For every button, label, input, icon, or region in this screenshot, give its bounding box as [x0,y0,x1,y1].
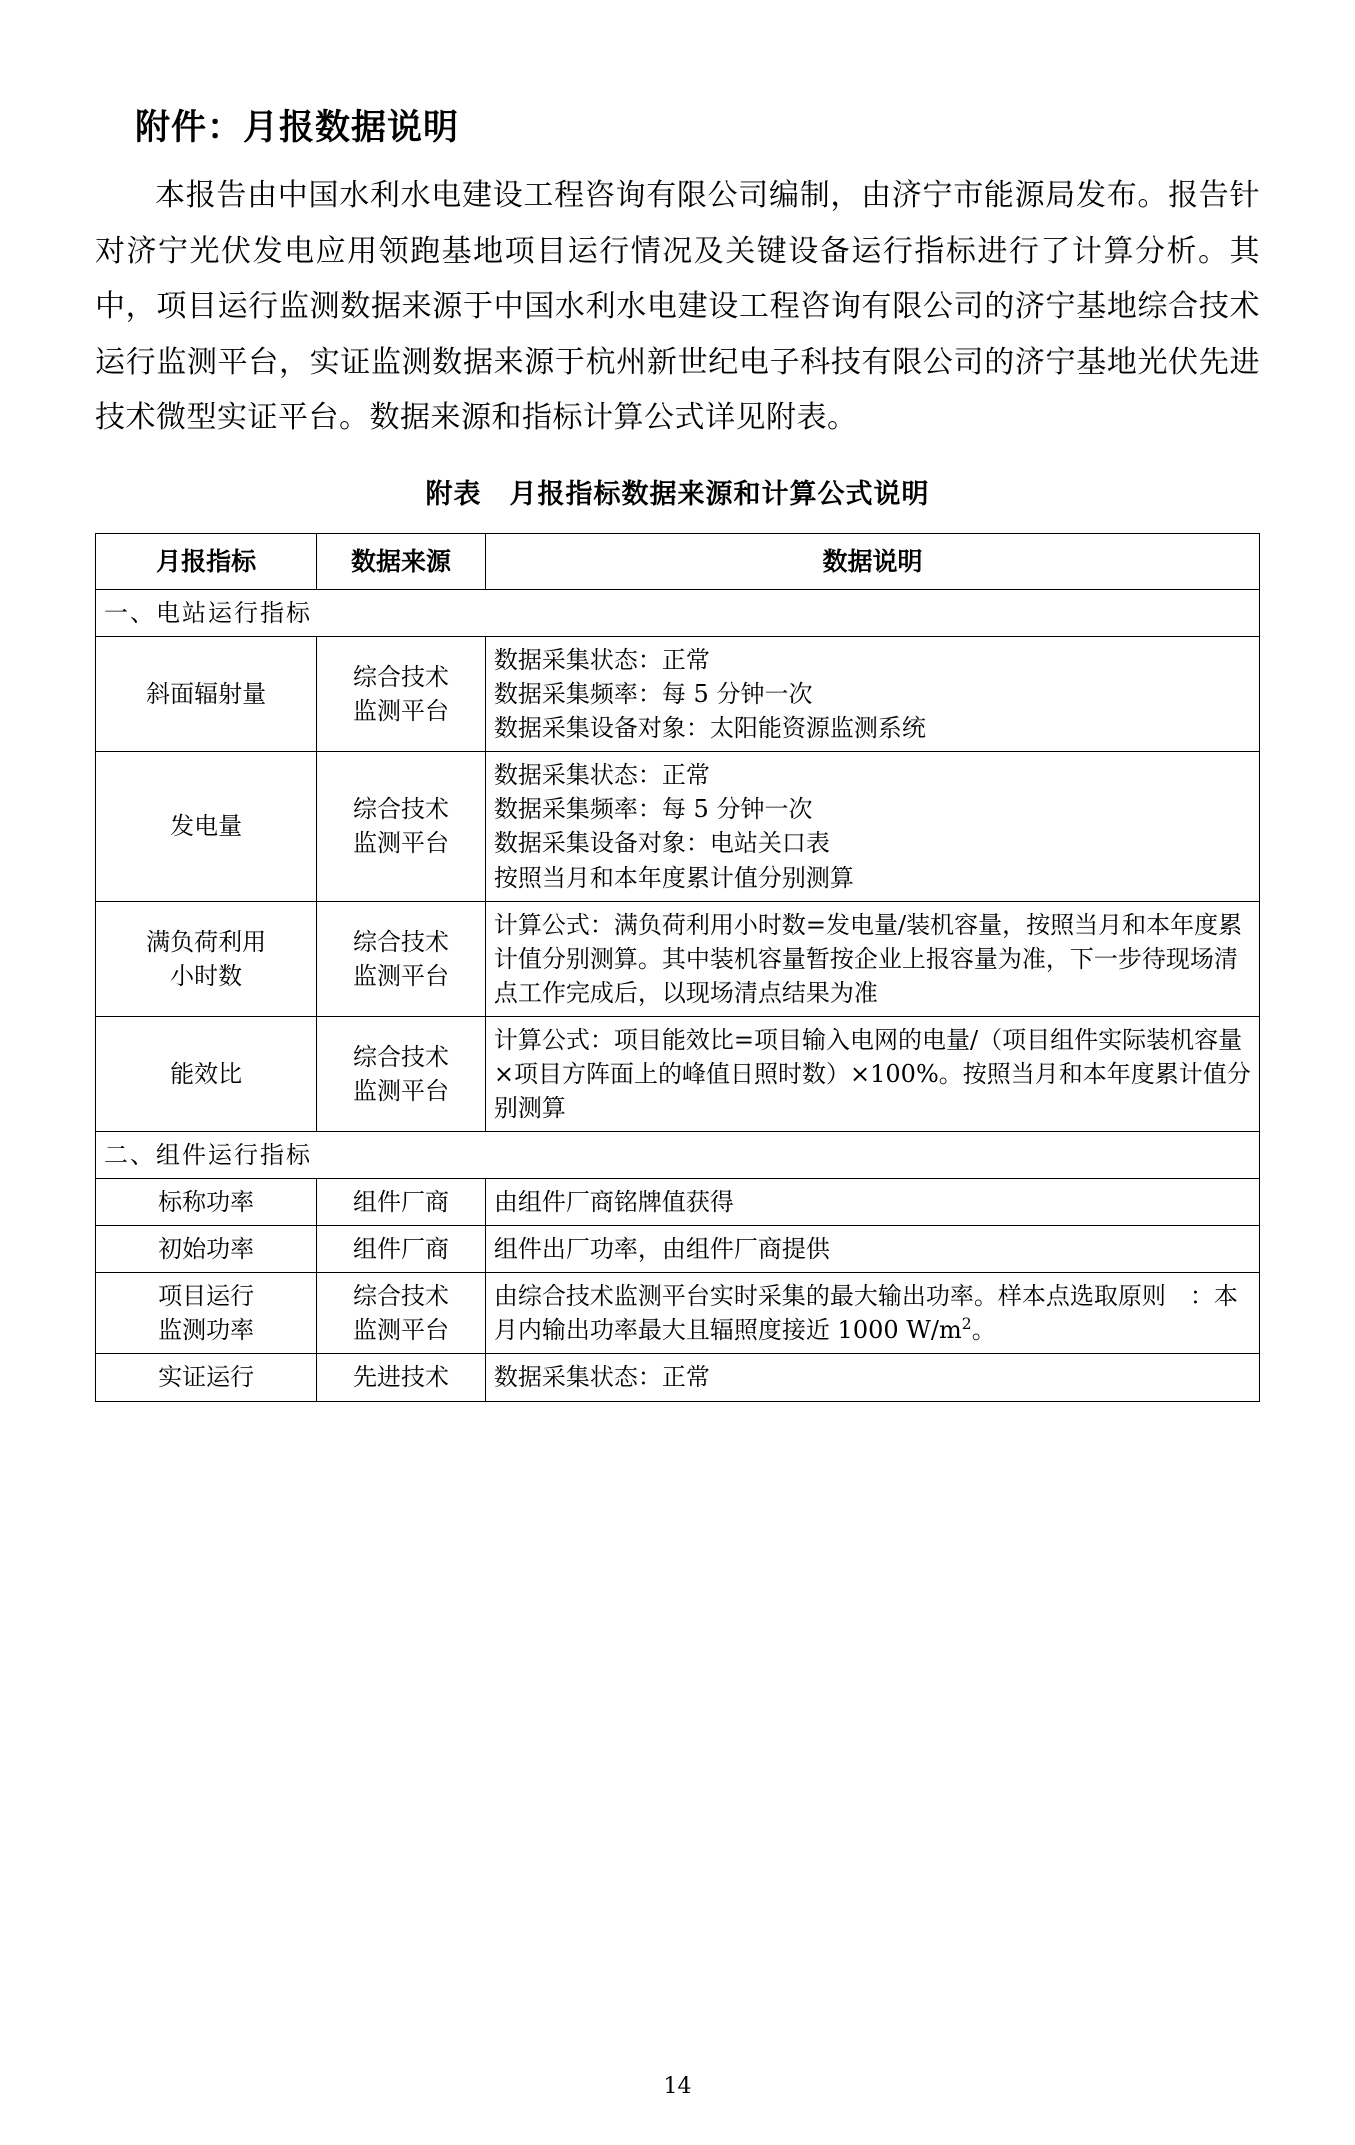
table-row [96,1226,1260,1273]
table-section-label: 一、电站运行指标 [96,590,1260,637]
page-title: 附件：月报数据说明 [135,108,460,148]
column-header-description: 数据说明 [485,533,1259,590]
cell-indicator: 能效比 [96,1016,317,1131]
cell-description: 计算公式：项目能效比=项目输入电网的电量/（项目组件实际装机容量×项目方阵面上的峰值日照时数）×100%。按照当月和本年度累计值分别测算 [485,1016,1259,1131]
cell-indicator: 斜面辐射量 [96,637,317,752]
cell-source: 组件厂商 [317,1226,486,1273]
table-row [96,1179,1260,1226]
cell-indicator: 初始功率 [96,1226,317,1273]
table-row [96,752,1260,901]
cell-description: 数据采集状态：正常 数据采集频率：每 5 分钟一次 数据采集设备对象：太阳能资源监测系统 [485,637,1259,752]
table-section-row [96,1132,1260,1179]
column-header-source: 数据来源 [317,533,486,590]
column-header-indicator: 月报指标 [96,533,317,590]
table-section-label: 二、组件运行指标 [96,1132,1260,1179]
table-row [96,637,1260,752]
cell-indicator: 发电量 [96,752,317,901]
cell-description: 由组件厂商铭牌值获得 [485,1179,1259,1226]
cell-indicator: 项目运行 监测功率 [96,1273,317,1354]
cell-description: 计算公式：满负荷利用小时数=发电量/装机容量，按照当月和本年度累计值分别测算。其中装机容量暂按企业上报容量为准，下一步待现场清点工作完成后，以现场清点结果为准 [485,901,1259,1016]
cell-indicator: 标称功率 [96,1179,317,1226]
table-row [96,1273,1260,1354]
cell-description: 由综合技术监测平台实时采集的最大输出功率。样本点选取原则 ：本月内输出功率最大且辐照度接近 1000 $W/m^2$。 [485,1273,1259,1354]
monthly-report-table [95,533,1260,1402]
cell-source: 组件厂商 [317,1179,486,1226]
intro-paragraph: 本报告由中国水利水电建设工程咨询有限公司编制，由济宁市能源局发布。报告针对济宁光伏发电应用领跑基地项目运行情况及关键设备运行指标进行了计算分析。其中，项目运行监测数据来源于中国水利水电建设工程咨询有限公司的济宁基地综合技术运行监测平台，实证监测数据来源于杭州新世纪电子科技有限公司的济宁基地光伏先进技术微型实证平台。数据来源和指标计算公式详见附表。 [95,178,1260,435]
cell-source: 综合技术 监测平台 [317,1016,486,1131]
cell-description: 数据采集状态：正常 数据采集频率：每 5 分钟一次 数据采集设备对象：电站关口表 按照当月和本年度累计值分别测算 [485,752,1259,901]
cell-indicator: 实证运行 [96,1354,317,1401]
cell-description: 组件出厂功率，由组件厂商提供 [485,1226,1259,1273]
table-row [96,1016,1260,1131]
table-body [96,590,1260,1402]
cell-indicator: 满负荷利用 小时数 [96,901,317,1016]
table-section-row [96,590,1260,637]
table-row [96,1354,1260,1401]
cell-source: 先进技术 [317,1354,486,1401]
table-row [96,901,1260,1016]
cell-source: 综合技术 监测平台 [317,1273,486,1354]
table-caption: 附表 月报指标数据来源和计算公式说明 [425,478,930,510]
table-header-row [96,533,1260,590]
cell-source: 综合技术 监测平台 [317,901,486,1016]
cell-source: 综合技术 监测平台 [317,637,486,752]
cell-description: 数据采集状态：正常 [485,1354,1259,1401]
cell-source: 综合技术 监测平台 [317,752,486,901]
page-number: 14 [663,2074,692,2099]
